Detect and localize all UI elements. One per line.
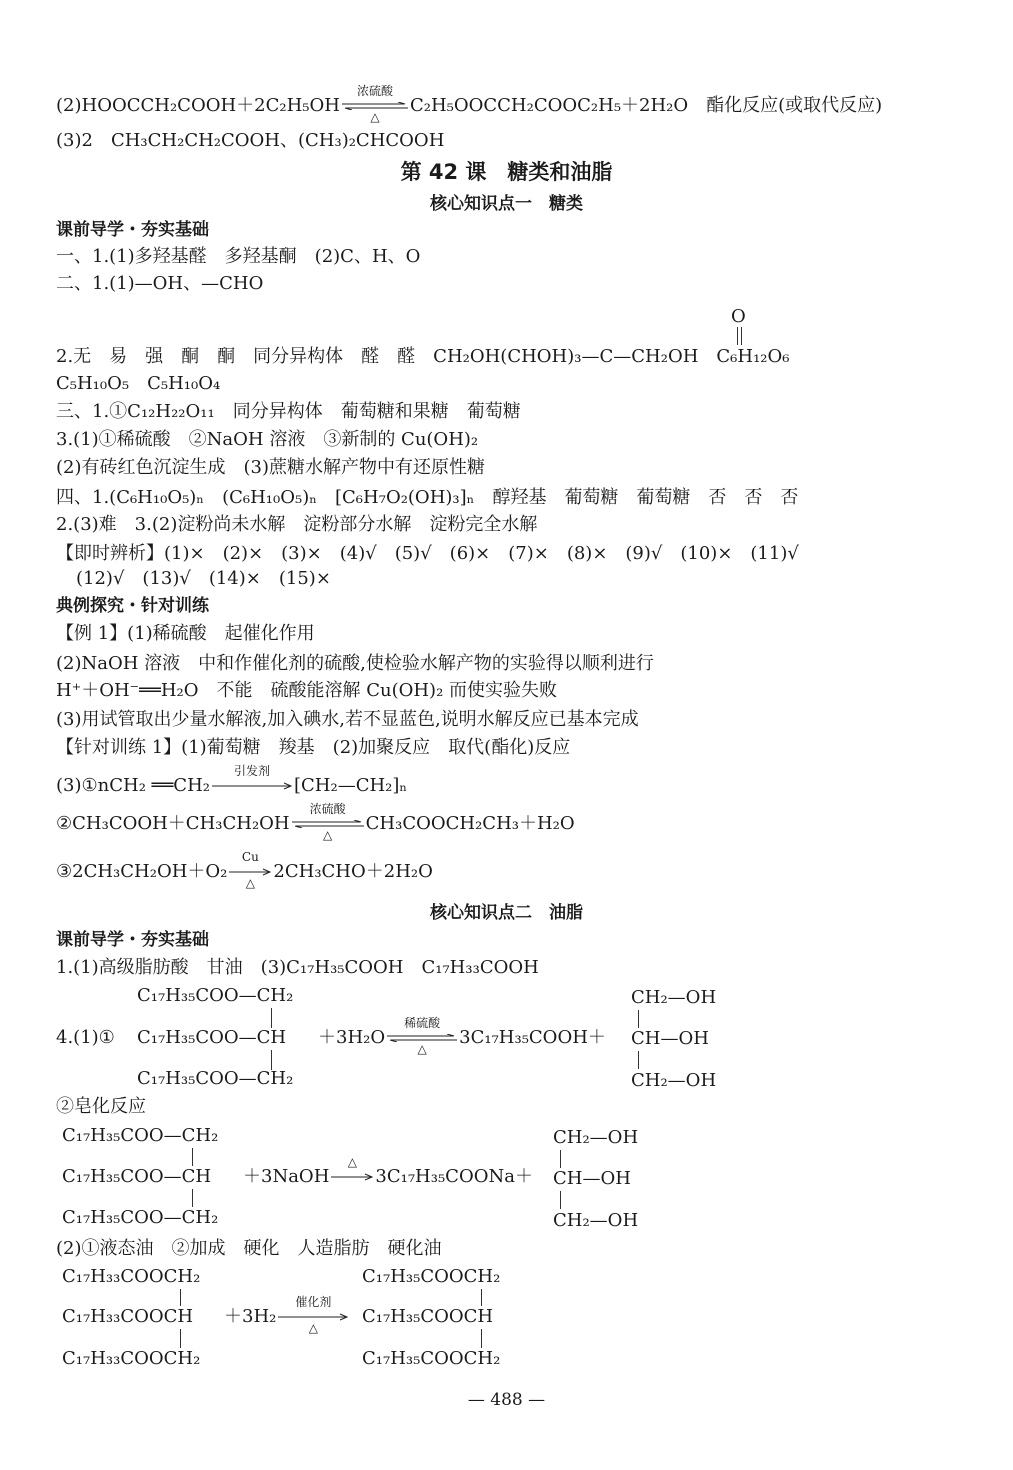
reaction-arrow: Cu △ bbox=[229, 868, 271, 876]
fat-structure-row: C₁₇H₃₅COO—CH bbox=[62, 1166, 212, 1187]
reversible-arrow: 浓硫酸 △ bbox=[292, 820, 364, 828]
fat-structure-row: C₁₇H₃₅COOCH₂ bbox=[362, 1348, 501, 1369]
bond-line bbox=[180, 1289, 181, 1306]
bond-line bbox=[481, 1329, 482, 1348]
fat-structure-row: C₁₇H₃₅COOCH₂ bbox=[362, 1266, 501, 1287]
glycerol-row: CH₂—OH bbox=[631, 987, 717, 1008]
label: 4.(1)① bbox=[56, 1027, 115, 1048]
fat-structure-row: C₁₇H₃₅COO—CH₂ bbox=[62, 1125, 219, 1146]
double-bond-line bbox=[737, 327, 738, 345]
answer-line: (3)2 CH₃CH₂CH₂COOH、(CH₃)₂CHCOOH bbox=[56, 130, 445, 151]
eq-esterification: ②CH₃COOH＋CH₃CH₂OH 浓硫酸 △ CH₃COOCH₂CH₃＋H₂O bbox=[56, 802, 575, 842]
eq-oxidation: ③2CH₃CH₂OH＋O₂ Cu △ 2CH₃CHO＋2H₂O bbox=[56, 850, 433, 890]
arrow-right-icon bbox=[331, 1173, 373, 1181]
arrow-right-icon bbox=[212, 782, 292, 790]
section-heading: 课前导学・夯实基础 bbox=[56, 220, 209, 240]
bond-line bbox=[192, 1189, 193, 1207]
fat-structure-row: C₁₇H₃₅COOCH bbox=[362, 1306, 494, 1327]
answer-line: 1.(1)高级脂肪酸 甘油 (3)C₁₇H₃₅COOH C₁₇H₃₃COOH bbox=[56, 957, 539, 978]
answer-line: 四、1.(C₆H₁₀O₅)ₙ (C₆H₁₀O₅)ₙ [C₆H₇O₂(OH)₃]ₙ 醇羟基 葡萄糖 葡萄糖 否 否 否 bbox=[56, 487, 799, 508]
glycerol-row: CH₂—OH bbox=[553, 1127, 639, 1148]
glycerol-row: CH—OH bbox=[631, 1028, 709, 1049]
reaction-arrow: 催化剂 △ bbox=[278, 1313, 348, 1321]
quick-check-line: 【即时辨析】(1)× (2)× (3)× (4)√ (5)√ (6)× (7)× (8)× (9)√ (10)× (11)√ bbox=[56, 543, 799, 564]
reversible-arrow: 稀硫酸 △ bbox=[387, 1034, 457, 1042]
eq-hydrolysis: ＋3H₂O 稀硫酸 △ 3C₁₇H₃₅COOH＋ bbox=[318, 1016, 606, 1056]
bond-line bbox=[180, 1329, 181, 1348]
fat-structure-row: C₁₇H₃₅COO—CH₂ bbox=[137, 1068, 294, 1089]
eq-malonic-ester: (2)HOOCCH₂COOH＋2C₂H₅OH 浓硫酸 △ C₂H₅OOCCH₂COOC₂H₅＋2H₂O 酯化反应(或取代反应) bbox=[56, 84, 883, 124]
fat-structure-row: C₁₇H₃₅COO—CH₂ bbox=[62, 1207, 219, 1228]
bond-line bbox=[481, 1289, 482, 1306]
bond-line bbox=[271, 1050, 272, 1070]
answer-line: C₅H₁₀O₅ C₅H₁₀O₄ bbox=[56, 373, 221, 394]
answer-line: ②皂化反应 bbox=[56, 1096, 146, 1117]
eq-saponification: ＋3NaOH △ 3C₁₇H₃₅COONa＋ bbox=[243, 1155, 533, 1187]
answer-line: 2.无 易 强 酮 酮 同分异构体 醛 醛 CH₂OH(CHOH)₃—C—CH₂OH C₆H₁₂O₆ bbox=[56, 346, 790, 367]
knowledge-point-title: 核心知识点一 糖类 bbox=[430, 194, 583, 214]
reaction-arrow: △ bbox=[331, 1173, 373, 1181]
training-line: 【针对训练 1】(1)葡萄糖 羧基 (2)加聚反应 取代(酯化)反应 bbox=[56, 737, 571, 758]
quick-check-line: (12)√ (13)√ (14)× (15)× bbox=[76, 568, 331, 589]
glycerol-row: CH₂—OH bbox=[631, 1070, 717, 1091]
answer-line: 三、1.①C₁₂H₂₂O₁₁ 同分异构体 葡萄糖和果糖 葡萄糖 bbox=[56, 401, 521, 422]
answer-line: 一、1.(1)多羟基醛 多羟基酮 (2)C、H、O bbox=[56, 246, 421, 267]
equilibrium-arrow-icon bbox=[387, 1034, 457, 1042]
section-heading: 典例探究・针对训练 bbox=[56, 596, 209, 616]
carbonyl-oxygen: O bbox=[731, 306, 746, 327]
equilibrium-arrow-icon bbox=[342, 102, 408, 110]
equilibrium-arrow-icon bbox=[292, 820, 364, 828]
answer-line: 2.(3)难 3.(2)淀粉尚未水解 淀粉部分水解 淀粉完全水解 bbox=[56, 514, 538, 535]
bond-line bbox=[638, 1010, 639, 1028]
example-line: 【例 1】(1)稀硫酸 起催化作用 bbox=[56, 623, 315, 644]
arrow-right-icon bbox=[278, 1313, 348, 1321]
glycerol-row: CH—OH bbox=[553, 1168, 631, 1189]
reversible-arrow: 浓硫酸 △ bbox=[342, 102, 408, 110]
oil-structure-row: C₁₇H₃₃COOCH bbox=[62, 1306, 194, 1327]
answer-line: 二、1.(1)—OH、—CHO bbox=[56, 273, 264, 294]
lesson-title: 第 42 课 糖类和油脂 bbox=[400, 160, 613, 184]
answer-line: (2)有砖红色沉淀生成 (3)蔗糖水解产物中有还原性糖 bbox=[56, 457, 485, 478]
bond-line bbox=[560, 1150, 561, 1168]
bond-line bbox=[192, 1148, 193, 1166]
eq-polymerization: (3)①nCH₂ ══CH₂ 引发剂 [CH₂—CH₂]ₙ bbox=[56, 764, 408, 796]
arrow-right-icon bbox=[229, 868, 271, 876]
glycerol-row: CH₂—OH bbox=[553, 1210, 639, 1231]
bond-line bbox=[638, 1051, 639, 1069]
example-line: H⁺＋OH⁻══H₂O 不能 硫酸能溶解 Cu(OH)₂ 而使实验失败 bbox=[56, 680, 558, 701]
answer-line: (2)①液态油 ②加成 硬化 人造脂肪 硬化油 bbox=[56, 1238, 442, 1259]
reaction-arrow: 引发剂 bbox=[212, 782, 292, 790]
bond-line bbox=[271, 1008, 272, 1028]
example-line: (2)NaOH 溶液 中和作催化剂的硫酸,使检验水解产物的实验得以顺利进行 bbox=[56, 653, 654, 674]
double-bond-line bbox=[741, 327, 742, 345]
example-line: (3)用试管取出少量水解液,加入碘水,若不显蓝色,说明水解反应已基本完成 bbox=[56, 709, 639, 730]
fat-structure-row: C₁₇H₃₅COO—CH₂ bbox=[137, 985, 294, 1006]
eq-hydrogenation: ＋3H₂ 催化剂 △ bbox=[224, 1306, 350, 1328]
oil-structure-row: C₁₇H₃₃COOCH₂ bbox=[62, 1348, 201, 1369]
page-number: — 488 — bbox=[467, 1390, 546, 1410]
oil-structure-row: C₁₇H₃₃COOCH₂ bbox=[62, 1266, 201, 1287]
knowledge-point-title: 核心知识点二 油脂 bbox=[430, 903, 583, 923]
bond-line bbox=[560, 1191, 561, 1209]
fat-structure-row: C₁₇H₃₅COO—CH bbox=[137, 1027, 287, 1048]
answer-line: 3.(1)①稀硫酸 ②NaOH 溶液 ③新制的 Cu(OH)₂ bbox=[56, 429, 479, 450]
section-heading: 课前导学・夯实基础 bbox=[56, 930, 209, 950]
